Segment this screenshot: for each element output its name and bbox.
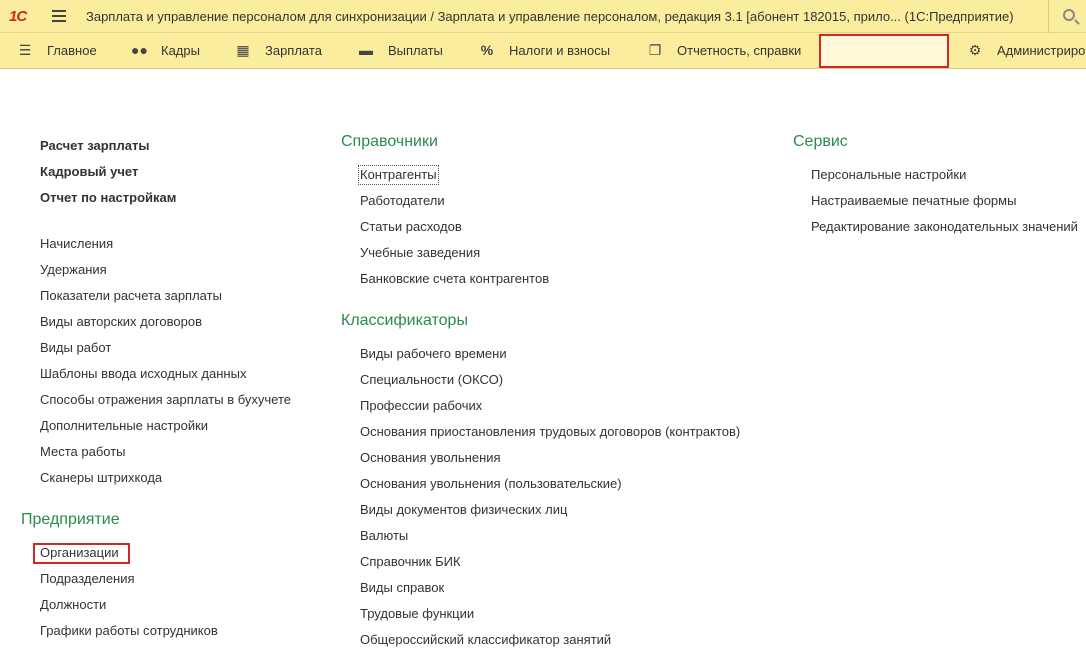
link-specialties[interactable]: Специальности (ОКСО) — [360, 372, 504, 387]
section-salary[interactable] — [235, 33, 322, 67]
link-employers[interactable]: Работодатели — [360, 193, 445, 208]
link-input-templates[interactable]: Шаблоны ввода исходных данных — [40, 366, 247, 381]
link-work-time-types[interactable]: Виды рабочего времени — [360, 346, 507, 361]
title-bar — [0, 0, 1086, 33]
gear-icon: ⚙ — [968, 41, 982, 58]
wallet-icon: ▬ — [359, 42, 373, 58]
heading-classifiers: Классификаторы — [341, 312, 468, 329]
search-icon — [1063, 9, 1075, 21]
link-labor-functions[interactable]: Трудовые функции — [360, 606, 475, 621]
link-counterparties[interactable]: Контрагенты — [360, 167, 437, 182]
section-label: Зарплата — [265, 42, 322, 58]
link-personal-settings[interactable]: Персональные настройки — [811, 167, 967, 182]
link-positions[interactable]: Должности — [40, 597, 107, 612]
link-certificate-types[interactable]: Виды справок — [360, 580, 445, 595]
section-taxes[interactable] — [479, 33, 610, 67]
heading-service: Сервис — [793, 133, 848, 150]
section-label: Главное — [47, 42, 97, 58]
link-settings-report[interactable]: Отчет по настройкам — [40, 190, 177, 205]
section-admin[interactable] — [967, 33, 1085, 67]
link-organizations[interactable]: Организации — [40, 545, 119, 560]
window-title: Зарплата и управление персоналом для синхронизации / Зарплата и управление персоналом, редакция 3.1 [абонент 182015, прило... (1С:Предприятие) — [86, 9, 1014, 24]
link-occupations-classifier[interactable]: Общероссийский классификатор занятий — [360, 632, 612, 647]
section-main[interactable] — [17, 33, 97, 67]
link-legislative-values[interactable]: Редактирование законодательных значений — [811, 219, 1078, 234]
app-logo: 1С — [9, 8, 27, 25]
section-label: Налоги и взносы — [509, 42, 611, 58]
link-barcode-scanners[interactable]: Сканеры штрихкода — [40, 470, 163, 485]
link-work-types[interactable]: Виды работ — [40, 340, 112, 355]
link-author-contracts[interactable]: Виды авторских договоров — [40, 314, 203, 329]
link-workplaces[interactable]: Места работы — [40, 444, 126, 459]
link-salary-indicators[interactable]: Показатели расчета зарплаты — [40, 288, 222, 303]
link-additional-settings[interactable]: Дополнительные настройки — [40, 418, 209, 433]
link-contract-suspension-grounds[interactable]: Основания приостановления трудовых договоров (контрактов) — [360, 424, 741, 439]
link-identity-document-types[interactable]: Виды документов физических лиц — [360, 502, 568, 517]
section-reports[interactable] — [647, 33, 801, 67]
calculator-icon: ▦ — [236, 41, 250, 58]
link-print-forms[interactable]: Настраиваемые печатные формы — [811, 193, 1017, 208]
hamburger-icon: ☰ — [18, 41, 32, 58]
link-dismissal-grounds-custom[interactable]: Основания увольнения (пользовательские) — [360, 476, 622, 491]
link-educational-institutions[interactable]: Учебные заведения — [360, 245, 481, 260]
link-departments[interactable]: Подразделения — [40, 571, 135, 586]
link-salary-calculation[interactable]: Расчет зарплаты — [40, 138, 150, 153]
section-label: Администриро — [997, 42, 1086, 58]
link-dismissal-grounds[interactable]: Основания увольнения — [360, 450, 501, 465]
link-bik-directory[interactable]: Справочник БИК — [360, 554, 461, 569]
section-label: Выплаты — [388, 42, 443, 58]
section-payments[interactable] — [358, 33, 443, 67]
link-professions[interactable]: Профессии рабочих — [360, 398, 483, 413]
documents-icon: ❐ — [648, 41, 662, 58]
link-currencies[interactable]: Валюты — [360, 528, 409, 543]
people-icon: ●● — [131, 42, 148, 58]
link-salary-reflection[interactable]: Способы отражения зарплаты в бухучете — [40, 392, 291, 407]
section-hr[interactable] — [131, 33, 200, 67]
section-label: Отчетность, справки — [677, 42, 802, 58]
active-section-highlight — [819, 34, 949, 68]
link-counterparty-bank-accounts[interactable]: Банковские счета контрагентов — [360, 271, 550, 286]
link-expense-items[interactable]: Статьи расходов — [360, 219, 462, 234]
percent-icon: % — [480, 42, 494, 58]
link-deductions[interactable]: Удержания — [40, 262, 107, 277]
search-button[interactable] — [1048, 0, 1086, 33]
link-accruals[interactable]: Начисления — [40, 236, 114, 251]
main-menu-icon[interactable] — [52, 10, 66, 22]
section-label: Кадры — [161, 42, 200, 58]
heading-directories: Справочники — [341, 133, 438, 150]
heading-enterprise: Предприятие — [21, 511, 120, 528]
link-work-schedules[interactable]: Графики работы сотрудников — [40, 623, 218, 638]
link-hr-accounting[interactable]: Кадровый учет — [40, 164, 139, 179]
